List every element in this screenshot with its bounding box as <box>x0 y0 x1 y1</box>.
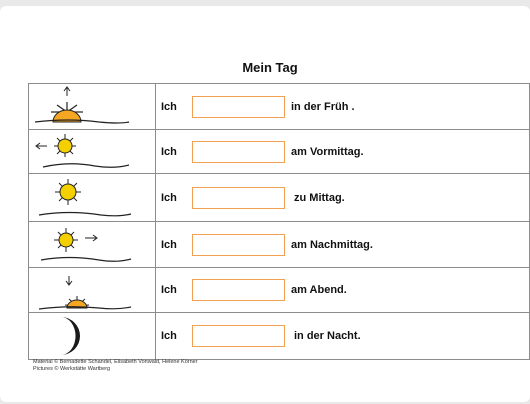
copyright-notice <box>33 359 198 373</box>
subject-label: Ich <box>161 191 177 204</box>
table-row <box>29 174 530 222</box>
subject-label: Ich <box>161 284 177 296</box>
sentence-cell <box>156 174 530 222</box>
schedule-table <box>28 83 530 360</box>
table-row <box>29 313 530 360</box>
activity-input[interactable] <box>192 279 285 301</box>
subject-label: Ich <box>161 145 177 158</box>
subject-label: Ich <box>161 330 177 342</box>
sentence-cell <box>156 313 530 360</box>
activity-input[interactable] <box>192 234 285 256</box>
table-row <box>29 268 530 313</box>
sun-noon-icon <box>29 174 155 221</box>
table-row <box>29 84 530 130</box>
pictures-credit: Pictures © Werkstätte Wartberg <box>33 366 111 372</box>
sentence-cell <box>156 84 530 130</box>
picture-cell <box>29 313 156 360</box>
table-row <box>29 222 530 268</box>
time-of-day-label: am Vormittag. <box>291 145 364 158</box>
page-title: Mein Tag <box>242 60 298 75</box>
time-of-day-label: in der Nacht. <box>294 330 361 342</box>
table-row <box>29 130 530 174</box>
time-of-day-label: zu Mittag. <box>294 191 345 204</box>
subject-label: Ich <box>161 238 177 251</box>
time-of-day-label: in der Früh . <box>291 100 355 113</box>
picture-cell <box>29 174 156 222</box>
picture-cell <box>29 84 156 130</box>
sunset-icon <box>29 268 155 312</box>
activity-input[interactable] <box>192 96 285 118</box>
picture-cell <box>29 268 156 313</box>
picture-cell <box>29 222 156 268</box>
picture-cell <box>29 130 156 174</box>
material-credit: Material © Bernadette Schandel, Elisabeth Vonwald, Helene Körner <box>33 359 198 365</box>
moon-icon <box>29 313 155 359</box>
sun-afternoon-icon <box>29 222 155 267</box>
time-of-day-label: am Nachmittag. <box>291 238 373 251</box>
activity-input[interactable] <box>192 141 285 163</box>
activity-input[interactable] <box>192 187 285 209</box>
time-of-day-label: am Abend. <box>291 284 347 296</box>
sentence-cell <box>156 268 530 313</box>
subject-label: Ich <box>161 100 177 113</box>
activity-input[interactable] <box>192 325 285 347</box>
sentence-cell <box>156 222 530 268</box>
sun-morning-icon <box>29 130 155 173</box>
sentence-cell <box>156 130 530 174</box>
worksheet-page <box>0 6 530 402</box>
sunrise-icon <box>29 84 155 129</box>
